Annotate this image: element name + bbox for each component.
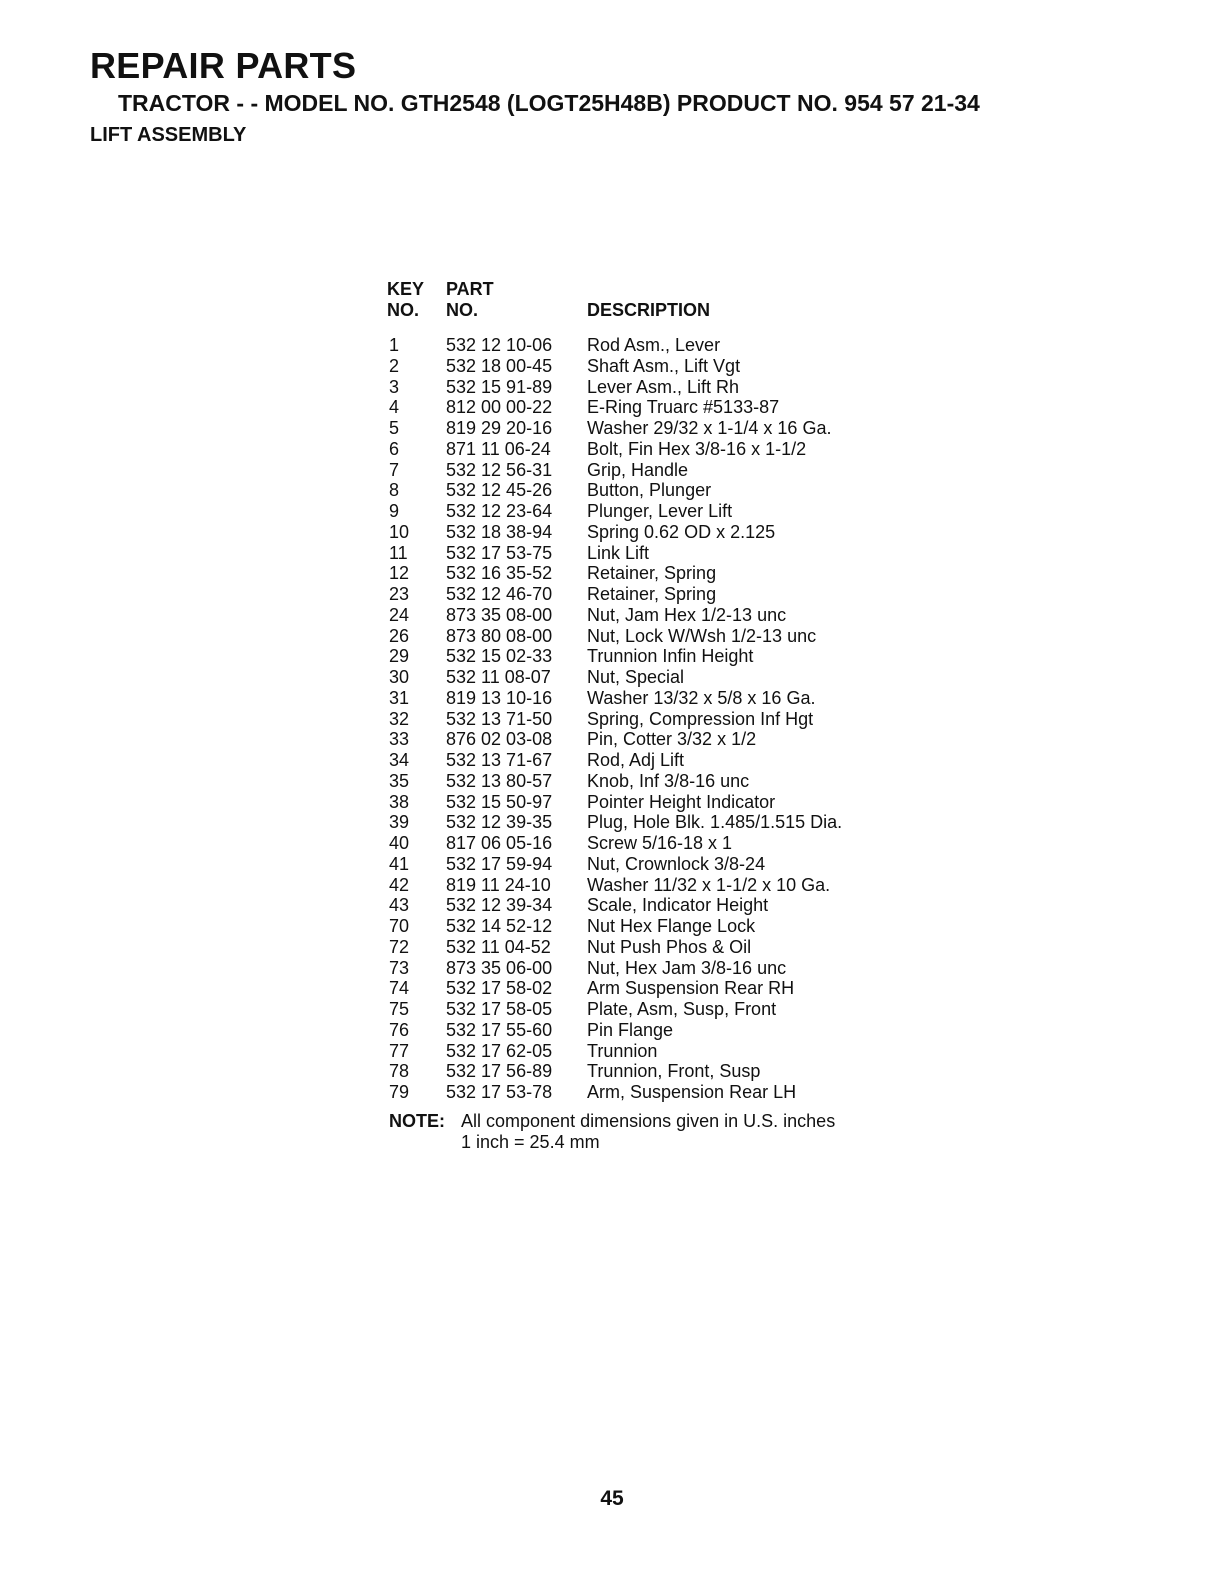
part-no-cell: 819 13 10-16: [446, 687, 553, 708]
part-no-cell: 532 15 50-97: [446, 791, 553, 812]
part-no-cell: 812 00 00-22: [446, 397, 553, 418]
key-no-cell: 74: [389, 978, 410, 999]
key-no-cell: 8: [389, 480, 400, 501]
key-no-cell: 70: [389, 916, 410, 936]
table-row: [387, 750, 947, 771]
table-row: [387, 833, 947, 854]
header-key-line2: NO.: [387, 300, 420, 320]
key-no-cell: 24: [389, 604, 410, 625]
part-no-cell: 817 06 05-16: [446, 833, 553, 853]
description-cell: Scale, Indicator Height: [587, 895, 769, 916]
key-no-cell: 31: [389, 687, 410, 708]
table-row: [387, 1020, 947, 1041]
table-row: [387, 439, 947, 460]
model-line: TRACTOR - - MODEL NO. GTH2548 (LOGT25H48B) PRODUCT NO. 954 57 21-34: [118, 90, 980, 116]
key-no-cell: 3: [389, 376, 400, 397]
part-no-cell: 819 11 24-10: [446, 874, 551, 895]
part-no-cell: 532 12 46-70: [446, 584, 553, 604]
note-label: NOTE:: [389, 1110, 445, 1131]
table-row: [387, 605, 947, 626]
part-no-cell: 876 02 03-08: [446, 729, 553, 750]
table-row: [387, 709, 947, 730]
part-no-cell: 819 29 20-16: [446, 418, 553, 438]
key-no-cell: 75: [389, 999, 410, 1019]
table-row: [387, 522, 947, 543]
header-part-line1: PART: [446, 279, 494, 299]
description-cell: Nut, Jam Hex 1/2-13 unc: [587, 604, 787, 625]
table-row: [387, 480, 947, 501]
table-row: [387, 543, 947, 564]
description-cell: Arm Suspension Rear RH: [587, 978, 795, 999]
key-no-cell: 76: [389, 1019, 410, 1040]
part-no-cell: 871 11 06-24: [446, 438, 551, 459]
table-row: [387, 854, 947, 875]
description-cell: Grip, Handle: [587, 459, 689, 480]
part-no-cell: 532 11 08-07: [446, 667, 551, 687]
table-row: [387, 937, 947, 958]
key-no-cell: 6: [389, 438, 400, 459]
table-header: [387, 279, 947, 321]
key-no-cell: 40: [389, 833, 410, 853]
description-cell: Pointer Height Indicator: [587, 791, 776, 812]
table-row: [387, 1041, 947, 1062]
table-row: [387, 1082, 947, 1103]
table-row: [387, 646, 947, 667]
part-no-cell: 532 13 80-57: [446, 770, 553, 791]
description-cell: Trunnion: [587, 1040, 658, 1061]
table-row: [387, 584, 947, 605]
part-no-cell: 532 15 02-33: [446, 646, 553, 667]
part-no-cell: 532 17 53-75: [446, 542, 553, 563]
key-no-cell: 43: [389, 895, 410, 916]
description-cell: Lever Asm., Lift Rh: [587, 376, 740, 397]
part-no-cell: 532 11 04-52: [446, 936, 551, 957]
page-number: 45: [600, 1487, 624, 1510]
description-cell: Link Lift: [587, 542, 650, 563]
table-row: [387, 418, 947, 439]
part-no-cell: 532 12 56-31: [446, 459, 553, 480]
key-no-cell: 26: [389, 625, 410, 646]
key-no-cell: 12: [389, 563, 410, 584]
key-no-cell: 11: [389, 542, 408, 563]
note-text-line2: 1 inch = 25.4 mm: [461, 1131, 600, 1152]
description-cell: Washer 13/32 x 5/8 x 16 Ga.: [587, 687, 816, 708]
part-no-cell: 532 12 39-35: [446, 812, 553, 833]
part-no-cell: 873 35 08-00: [446, 604, 553, 625]
parts-table: [387, 279, 947, 1153]
description-cell: Plunger, Lever Lift: [587, 501, 733, 521]
description-cell: Button, Plunger: [587, 480, 712, 501]
description-cell: Plug, Hole Blk. 1.485/1.515 Dia.: [587, 812, 843, 833]
page-title: REPAIR PARTS: [90, 45, 357, 86]
part-no-cell: 532 17 55-60: [446, 1019, 553, 1040]
description-cell: Pin, Cotter 3/32 x 1/2: [587, 729, 757, 750]
part-no-cell: 532 17 59-94: [446, 853, 553, 874]
table-row: [387, 916, 947, 937]
table-row: [387, 958, 947, 979]
header-description: DESCRIPTION: [587, 300, 711, 320]
note: [387, 1111, 947, 1153]
table-row: [387, 688, 947, 709]
key-no-cell: 2: [389, 355, 400, 376]
description-cell: Knob, Inf 3/8-16 unc: [587, 770, 750, 791]
description-cell: Nut, Special: [587, 667, 685, 687]
part-no-cell: 532 16 35-52: [446, 563, 553, 584]
key-no-cell: 29: [389, 646, 410, 667]
header-key-line1: KEY: [387, 279, 425, 299]
description-cell: Trunnion, Front, Susp: [587, 1061, 761, 1082]
description-cell: Retainer, Spring: [587, 563, 717, 584]
parts-list: [387, 335, 947, 1103]
part-no-cell: 532 13 71-67: [446, 750, 553, 770]
description-cell: Arm, Suspension Rear LH: [587, 1082, 797, 1102]
key-no-cell: 32: [389, 708, 410, 729]
table-row: [387, 460, 947, 481]
table-row: [387, 771, 947, 792]
key-no-cell: 42: [389, 874, 410, 895]
description-cell: Washer 11/32 x 1-1/2 x 10 Ga.: [587, 874, 831, 895]
description-cell: Spring, Compression Inf Hgt: [587, 708, 814, 729]
key-no-cell: 23: [389, 584, 410, 604]
section-title: LIFT ASSEMBLY: [90, 124, 247, 146]
description-cell: Nut Hex Flange Lock: [587, 916, 756, 936]
part-no-cell: 532 17 53-78: [446, 1082, 553, 1102]
key-no-cell: 78: [389, 1061, 410, 1082]
table-row: [387, 792, 947, 813]
part-no-cell: 532 12 45-26: [446, 480, 553, 501]
key-no-cell: 72: [389, 936, 410, 957]
description-cell: Retainer, Spring: [587, 584, 717, 604]
key-no-cell: 5: [389, 418, 400, 438]
part-no-cell: 532 12 10-06: [446, 335, 553, 355]
table-row: [387, 895, 947, 916]
description-cell: Shaft Asm., Lift Vgt: [587, 355, 741, 376]
note-text-line1: All component dimensions given in U.S. inches: [461, 1110, 836, 1131]
table-row: [387, 626, 947, 647]
header-part-line2: NO.: [446, 300, 479, 320]
key-no-cell: 38: [389, 791, 410, 812]
part-no-cell: 532 15 91-89: [446, 376, 553, 397]
key-no-cell: 39: [389, 812, 410, 833]
table-row: [387, 875, 947, 896]
key-no-cell: 35: [389, 770, 410, 791]
description-cell: Pin Flange: [587, 1019, 674, 1040]
table-row: [387, 667, 947, 688]
key-no-cell: 33: [389, 729, 410, 750]
part-no-cell: 532 13 71-50: [446, 708, 553, 729]
key-no-cell: 79: [389, 1082, 410, 1102]
part-no-cell: 532 18 38-94: [446, 521, 553, 542]
description-cell: Nut, Lock W/Wsh 1/2-13 unc: [587, 625, 817, 646]
key-no-cell: 10: [389, 521, 410, 542]
part-no-cell: 532 12 23-64: [446, 501, 553, 521]
part-no-cell: 873 35 06-00: [446, 957, 553, 978]
key-no-cell: 7: [389, 459, 400, 480]
table-row: [387, 377, 947, 398]
key-no-cell: 77: [389, 1040, 410, 1061]
part-no-cell: 532 18 00-45: [446, 355, 553, 376]
part-no-cell: 532 17 62-05: [446, 1040, 553, 1061]
table-row: [387, 335, 947, 356]
part-no-cell: 532 14 52-12: [446, 916, 553, 936]
table-row: [387, 999, 947, 1020]
table-row: [387, 729, 947, 750]
key-no-cell: 4: [389, 397, 400, 418]
description-cell: Bolt, Fin Hex 3/8-16 x 1-1/2: [587, 438, 807, 459]
table-row: [387, 501, 947, 522]
description-cell: Rod, Adj Lift: [587, 750, 685, 770]
key-no-cell: 34: [389, 750, 410, 770]
description-cell: Screw 5/16-18 x 1: [587, 833, 733, 853]
key-no-cell: 9: [389, 501, 400, 521]
description-cell: Spring 0.62 OD x 2.125: [587, 521, 776, 542]
part-no-cell: 532 12 39-34: [446, 895, 553, 916]
description-cell: Nut, Crownlock 3/8-24: [587, 853, 766, 874]
table-row: [387, 397, 947, 418]
table-row: [387, 356, 947, 377]
key-no-cell: 73: [389, 957, 410, 978]
part-no-cell: 532 17 58-05: [446, 999, 553, 1019]
description-cell: Nut, Hex Jam 3/8-16 unc: [587, 957, 787, 978]
part-no-cell: 873 80 08-00: [446, 625, 553, 646]
description-cell: E-Ring Truarc #5133-87: [587, 397, 780, 418]
description-cell: Rod Asm., Lever: [587, 335, 721, 355]
description-cell: Nut Push Phos & Oil: [587, 936, 752, 957]
key-no-cell: 30: [389, 667, 410, 687]
table-row: [387, 563, 947, 584]
part-no-cell: 532 17 58-02: [446, 978, 553, 999]
key-no-cell: 41: [389, 853, 410, 874]
description-cell: Trunnion Infin Height: [587, 646, 754, 667]
part-no-cell: 532 17 56-89: [446, 1061, 553, 1082]
table-row: [387, 978, 947, 999]
table-row: [387, 812, 947, 833]
description-cell: Washer 29/32 x 1-1/4 x 16 Ga.: [587, 418, 832, 438]
table-row: [387, 1061, 947, 1082]
description-cell: Plate, Asm, Susp, Front: [587, 999, 777, 1019]
key-no-cell: 1: [389, 335, 400, 355]
